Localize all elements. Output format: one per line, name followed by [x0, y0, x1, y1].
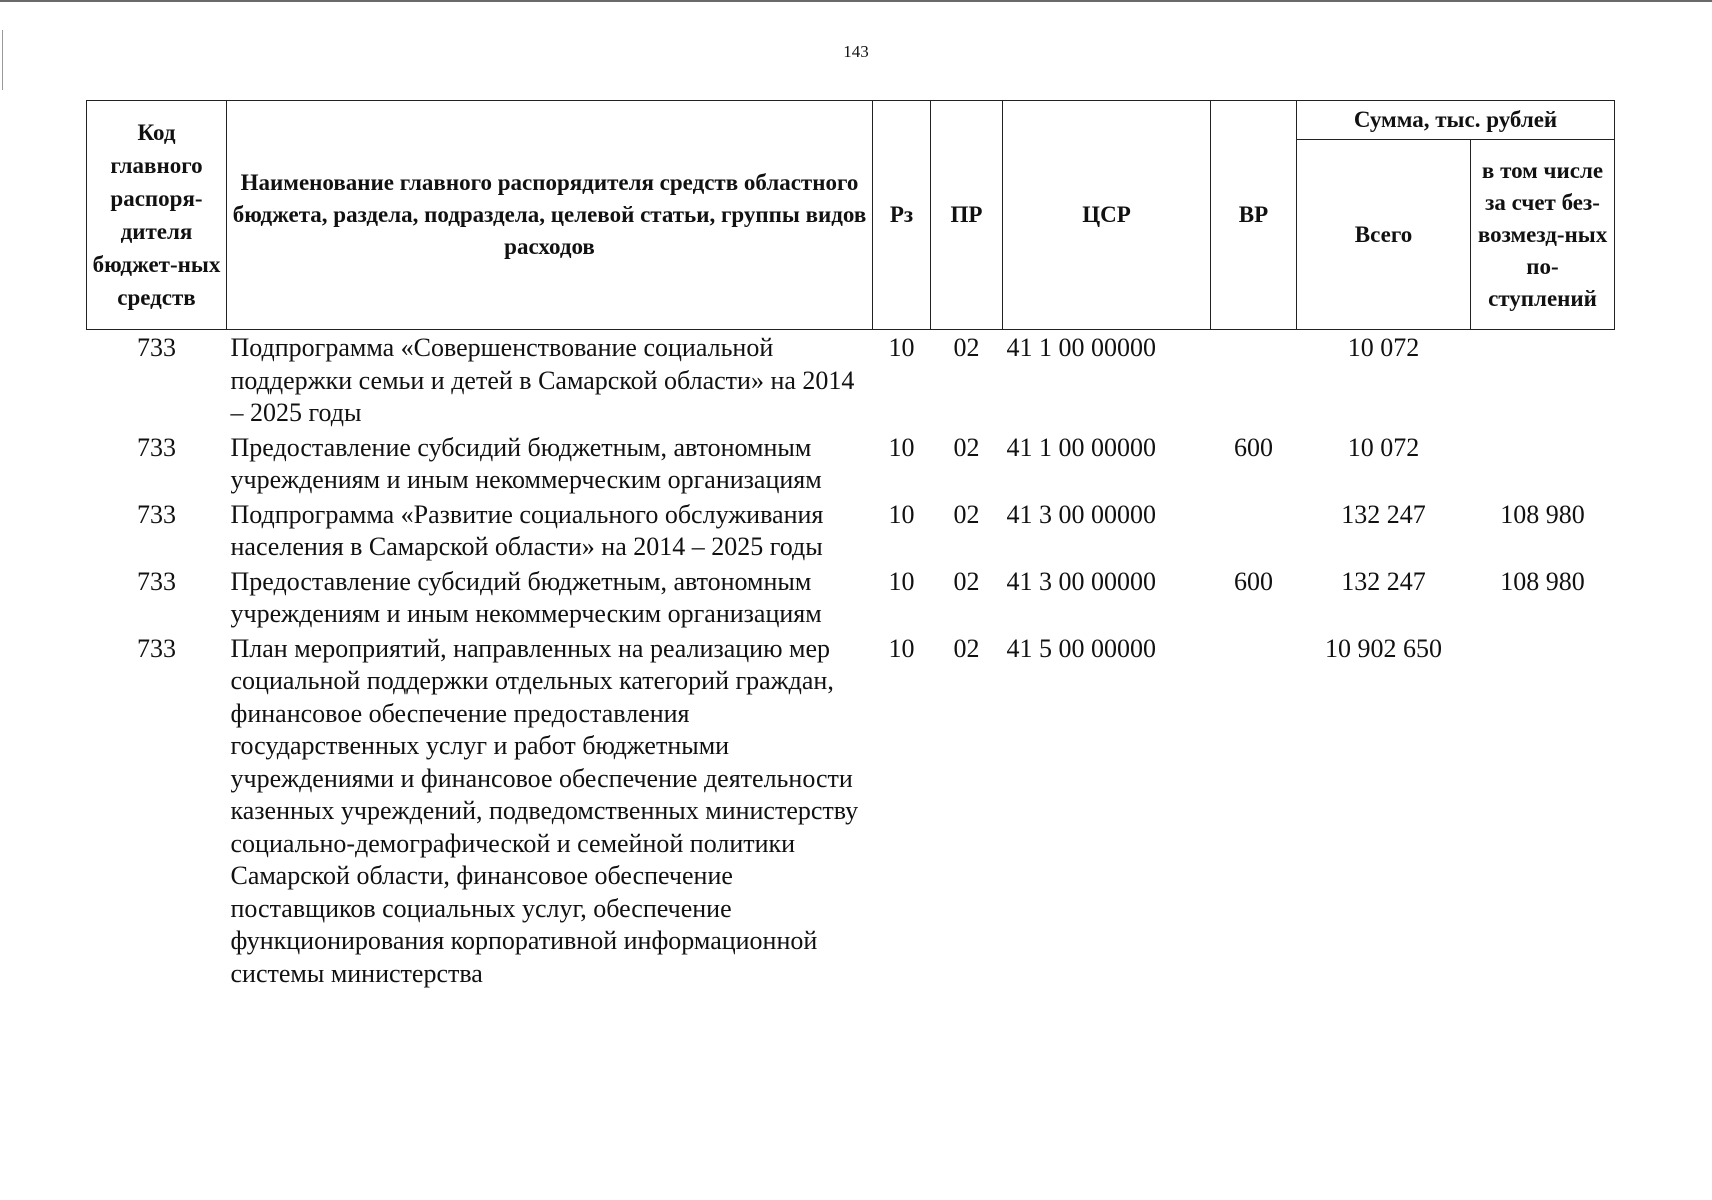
cell-code: 733 [137, 566, 176, 596]
cell-pr: 02 [953, 566, 980, 596]
header-name: Наименование главного распорядителя средств областного бюджета, раздела, подраздела, целевой статьи, группы видов расходов [227, 101, 873, 330]
cell-rz: 10 [888, 633, 915, 663]
table-row [87, 631, 1615, 991]
header-free-receipts: в том числе за счет без-возмезд-ных по-ступлений [1471, 140, 1615, 330]
cell-pr: 02 [953, 633, 980, 663]
header-code: Код главного распоря-дителя бюджет-ных средств [87, 101, 227, 330]
cell-vr: 600 [1234, 432, 1273, 462]
cell-free-receipts: 108 980 [1500, 566, 1585, 596]
cell-name: Предоставление субсидий бюджетным, автономным учреждениям и иным некоммерческим организациям [230, 432, 822, 494]
cell-total: 132 247 [1341, 499, 1426, 529]
cell-free-receipts [1471, 631, 1615, 991]
header-row-1 [87, 101, 1615, 140]
cell-csr: 41 3 00 00000 [1006, 566, 1156, 596]
table-header [87, 101, 1615, 330]
header-pr: ПР [931, 101, 1003, 330]
cell-csr: 41 5 00 00000 [1006, 633, 1156, 663]
cell-free-receipts: 108 980 [1500, 499, 1585, 529]
cell-total: 10 072 [1347, 432, 1420, 462]
scan-edge-top [0, 0, 1712, 2]
header-total: Всего [1297, 140, 1471, 330]
cell-rz: 10 [888, 566, 915, 596]
table-row [87, 564, 1615, 631]
cell-csr: 41 3 00 00000 [1006, 499, 1156, 529]
cell-code: 733 [137, 633, 176, 663]
cell-vr: 600 [1234, 566, 1273, 596]
budget-table [86, 100, 1615, 990]
table-row [87, 430, 1615, 497]
header-vr: ВР [1211, 101, 1297, 330]
cell-vr [1211, 497, 1297, 564]
table-row [87, 330, 1615, 430]
header-sum-group: Сумма, тыс. рублей [1297, 101, 1615, 140]
cell-free-receipts [1471, 330, 1615, 430]
cell-csr: 41 1 00 00000 [1006, 432, 1156, 462]
cell-rz: 10 [888, 499, 915, 529]
cell-pr: 02 [953, 432, 980, 462]
cell-rz: 10 [888, 432, 915, 462]
cell-code: 733 [137, 432, 176, 462]
cell-vr [1211, 330, 1297, 430]
cell-vr [1211, 631, 1297, 991]
cell-name: План мероприятий, направленных на реализацию мер социальной поддержки отдельных категорий граждан, финансовое обеспечение предоставления государственных услуг и работ бюджетными учреждениями и финансовое обеспечение деятельности казенных учреждений, подведомственных министерству социально-демографической и семейной политики Самарской области, финансовое обеспечение поставщиков социальных услуг, обеспечение функционирования корпоративной информационной системы министерства [230, 633, 859, 988]
table-row [87, 497, 1615, 564]
cell-code: 733 [137, 499, 176, 529]
header-rz: Рз [873, 101, 931, 330]
cell-total: 10 902 650 [1325, 633, 1442, 663]
cell-csr: 41 1 00 00000 [1006, 333, 1156, 362]
cell-name: Подпрограмма «Развитие социального обслуживания населения в Самарской области» на 2014 – 2025 годы [230, 499, 824, 561]
cell-rz: 10 [888, 333, 915, 362]
cell-pr: 02 [953, 499, 980, 529]
cell-total: 132 247 [1341, 566, 1426, 596]
cell-name: Подпрограмма «Совершенствование социальной поддержки семьи и детей в Самарской области» на 2014 – 2025 годы [230, 333, 855, 427]
cell-code: 733 [137, 333, 176, 362]
page-number: 143 [843, 42, 869, 61]
cell-total: 10 072 [1347, 333, 1420, 362]
cell-free-receipts [1471, 430, 1615, 497]
cell-name: Предоставление субсидий бюджетным, автономным учреждениям и иным некоммерческим организациям [230, 566, 822, 628]
header-csr: ЦСР [1003, 101, 1211, 330]
cell-pr: 02 [953, 333, 980, 362]
table-body [87, 330, 1615, 991]
